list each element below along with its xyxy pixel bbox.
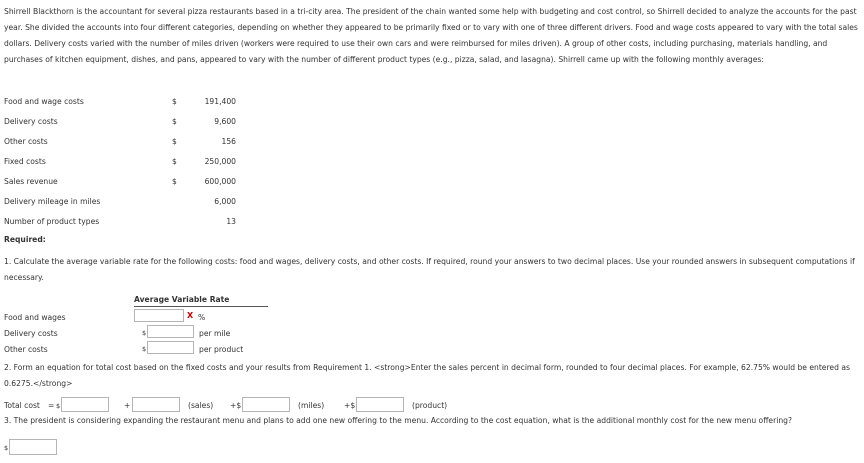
- incorrect-x-icon: X: [187, 311, 194, 320]
- row-value: 156: [221, 136, 236, 146]
- header-divider: [134, 306, 268, 307]
- dollar-sign: $: [56, 402, 61, 410]
- dollar-sign: $: [4, 444, 9, 452]
- product-rate-input[interactable]: [356, 397, 404, 412]
- per-product-unit: per product: [199, 345, 244, 354]
- plus-sign: +: [124, 401, 131, 410]
- plus-dollar: +$: [344, 401, 356, 410]
- sales-rate-input[interactable]: [132, 397, 180, 412]
- food-wages-label: Food and wages: [4, 313, 66, 322]
- required-heading: Required:: [4, 235, 46, 244]
- row-currency: [172, 191, 194, 211]
- monthly-averages-table: [4, 91, 236, 231]
- dollar-sign: $: [142, 329, 147, 337]
- delivery-rate-input[interactable]: [147, 325, 194, 338]
- other-costs-label: Other costs: [4, 345, 48, 354]
- row-value: 6,000: [214, 196, 236, 206]
- table-row: [4, 131, 236, 151]
- additional-cost-input[interactable]: [9, 439, 57, 455]
- product-label: (product): [412, 401, 448, 410]
- table-row: [4, 211, 236, 231]
- food-wages-rate-input[interactable]: [134, 309, 184, 322]
- table-row: [4, 191, 236, 211]
- row-value: 250,000: [204, 156, 236, 166]
- percent-unit: %: [198, 313, 206, 322]
- sales-label: (sales): [188, 401, 214, 410]
- row-label: Fixed costs: [4, 156, 46, 166]
- table-row: [4, 111, 236, 131]
- question-1-text: 1. Calculate the average variable rate for the following costs: food and wages, delivery costs, and other costs. If required, round your answers to two decimal places. Use your rounded answers in subsequent computations if necessary.: [4, 257, 855, 282]
- per-mile-unit: per mile: [199, 329, 231, 338]
- question-3-text: 3. The president is considering expanding the restaurant menu and plans to add one new offering to the menu. According to the cost equation, what is the additional monthly cost for the new menu offering?: [4, 416, 792, 425]
- row-currency: $: [172, 176, 177, 186]
- dollar-sign: $: [142, 345, 147, 353]
- row-label: Number of product types: [4, 216, 100, 226]
- other-rate-input[interactable]: [147, 341, 194, 354]
- row-value: 191,400: [204, 96, 236, 106]
- row-value: 13: [226, 216, 236, 226]
- question-2-text: 2. Form an equation for total cost based on the fixed costs and your results from Requirement 1. <strong>Enter the sales percent in decimal form, rounded to four decimal places. For example, 62.75% would be entered as 0.6275.</strong>: [4, 363, 850, 388]
- row-label: Other costs: [4, 136, 48, 146]
- miles-rate-input[interactable]: [242, 397, 290, 412]
- problem-intro: Shirrell Blackthorn is the accountant for several pizza restaurants based in a tri-city area. The president of the chain wanted some help with budgeting and cost control, so Shirrell decided to analyze the accounts for the past year. She divided the accounts into four different categories, depending on whether they appeared to be primarily fixed or to vary with one of three different drivers. Food and wage costs appeared to vary with the total sales dollars. Delivery costs varied with the number of miles driven (workers were required to use their own cars and were reimbursed for miles driven). A group of other costs, including purchasing, materials handling, and purchases of kitchen equipment, dishes, and pans, appeared to vary with the number of different product types (e.g., pizza, salad, and lasagna). Shirrell came up with the following monthly averages:: [4, 7, 858, 64]
- delivery-costs-label: Delivery costs: [4, 329, 58, 338]
- row-currency: $: [172, 136, 177, 146]
- row-label: Delivery mileage in miles: [4, 196, 101, 206]
- row-currency: $: [172, 156, 177, 166]
- row-label: Sales revenue: [4, 176, 58, 186]
- miles-label: (miles): [298, 401, 325, 410]
- row-value: 600,000: [204, 176, 236, 186]
- table-row: [4, 91, 236, 111]
- table-row: [4, 171, 236, 191]
- row-currency: [172, 211, 194, 231]
- fixed-cost-input[interactable]: [61, 397, 109, 412]
- row-label: Food and wage costs: [4, 96, 84, 106]
- plus-dollar: +$: [230, 401, 242, 410]
- table-row: [4, 151, 236, 171]
- row-label: Delivery costs: [4, 116, 58, 126]
- equals-sign: =: [48, 401, 55, 410]
- total-cost-label: Total cost: [4, 401, 40, 410]
- row-currency: $: [172, 116, 177, 126]
- avr-column-header: Average Variable Rate: [134, 295, 230, 304]
- row-value: 9,600: [214, 116, 236, 126]
- row-currency: $: [172, 96, 177, 106]
